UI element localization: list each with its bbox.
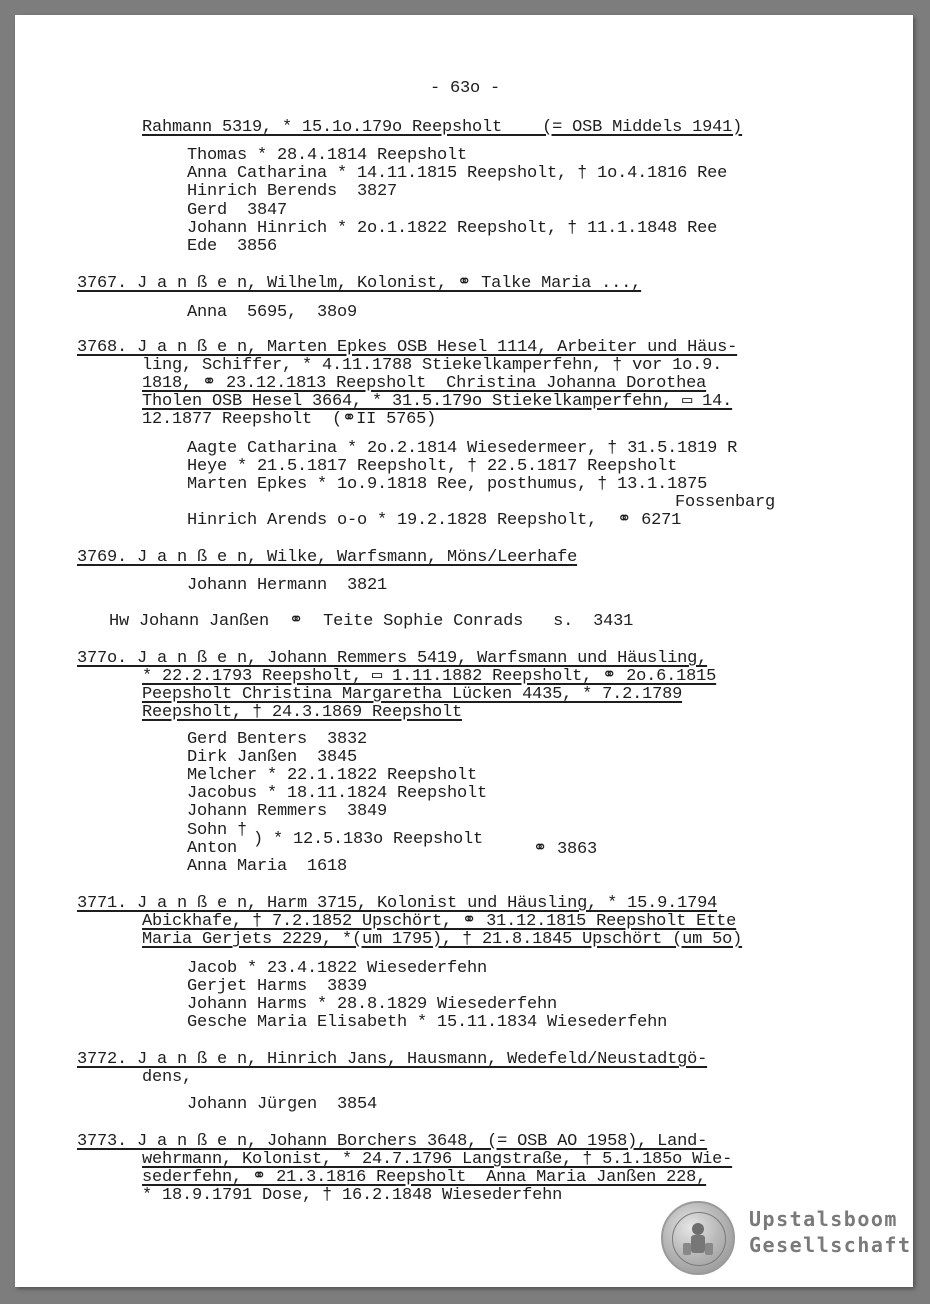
text-line: Gerd 3847 bbox=[187, 201, 288, 220]
text-line: Rahmann 5319, * 15.1o.179o Reepsholt (= OSB Middels 1941) bbox=[142, 118, 743, 137]
text-line: Johann Hinrich * 2o.1.1822 Reepsholt, † 11.1.1848 Ree bbox=[187, 219, 718, 238]
text-line: 1818, ⚭ 23.12.1813 Reepsholt Christina Johanna Dorothea bbox=[142, 374, 707, 393]
text-line: Hw Johann Janßen ⚭ Teite Sophie Conrads s. 3431 bbox=[109, 612, 634, 631]
text-line: Dirk Janßen 3845 bbox=[187, 748, 358, 767]
text-line: Peepsholt Christina Margaretha Lücken 4435, * 7.2.1789 bbox=[142, 685, 683, 704]
text-line: ) * 12.5.183o Reepsholt bbox=[253, 830, 484, 849]
entry-heading: 3773. J a n ß e n, Johann Borchers 3648, (= OSB AO 1958), Land- bbox=[77, 1132, 708, 1151]
logo-line-1: Upstalsboom bbox=[749, 1207, 898, 1231]
text-line: Gerjet Harms 3839 bbox=[187, 977, 368, 996]
text-line: Johann Harms * 28.8.1829 Wiesederfehn bbox=[187, 995, 558, 1014]
text-line: Aagte Catharina * 2o.2.1814 Wiesedermeer, † 31.5.1819 R bbox=[187, 439, 738, 458]
entry-heading: 3772. J a n ß e n, Hinrich Jans, Hausmann, Wedefeld/Neustadtgö- bbox=[77, 1050, 708, 1069]
entry-heading: 3768. J a n ß e n, Marten Epkes OSB Hesel 1114, Arbeiter und Häus- bbox=[77, 338, 738, 357]
upstalsboom-logo bbox=[661, 1201, 912, 1283]
text-line: Tholen OSB Hesel 3664, * 31.5.179o Stiekelkamperfehn, ▭ 14. bbox=[142, 392, 733, 411]
text-line: ⚭ 3863 bbox=[533, 840, 598, 859]
text-line: * 18.9.1791 Dose, † 16.2.1848 Wiesederfehn bbox=[142, 1186, 563, 1205]
text-line: * 22.2.1793 Reepsholt, ▭ 1.11.1882 Reepsholt, ⚭ 2o.6.1815 bbox=[142, 667, 717, 686]
text-line: dens, bbox=[142, 1068, 193, 1087]
text-line: 12.1877 Reepsholt (⚭II 5765) bbox=[142, 410, 437, 429]
text-line: Jacob * 23.4.1822 Wiesederfehn bbox=[187, 959, 488, 978]
entry-heading: 3771. J a n ß e n, Harm 3715, Kolonist und Häusling, * 15.9.1794 bbox=[77, 894, 718, 913]
text-line: Jacobus * 18.11.1824 Reepsholt bbox=[187, 784, 488, 803]
text-line: wehrmann, Kolonist, * 24.7.1796 Langstraße, † 5.1.185o Wie- bbox=[142, 1150, 733, 1169]
text-line: Johann Jürgen 3854 bbox=[187, 1095, 378, 1114]
text-line: Anna 5695, 38o9 bbox=[187, 303, 358, 322]
page-number: - 63o - bbox=[430, 79, 501, 98]
text-line: Anna Maria 1618 bbox=[187, 857, 348, 876]
text-line: Marten Epkes * 1o.9.1818 Ree, posthumus, † 13.1.1875 bbox=[187, 475, 708, 494]
text-line: Fossenbarg bbox=[675, 493, 776, 512]
text-line: Heye * 21.5.1817 Reepsholt, † 22.5.1817 Reepsholt bbox=[187, 457, 678, 476]
text-line: Johann Hermann 3821 bbox=[187, 576, 388, 595]
text-line: Anna Catharina * 14.11.1815 Reepsholt, † 1o.4.1816 Ree bbox=[187, 164, 728, 183]
text-line: Melcher * 22.1.1822 Reepsholt bbox=[187, 766, 478, 785]
entry-heading: 3767. J a n ß e n, Wilhelm, Kolonist, ⚭ Talke Maria ..., bbox=[77, 274, 642, 293]
text-line: Abickhafe, † 7.2.1852 Upschört, ⚭ 31.12.1815 Reepsholt Ette bbox=[142, 912, 737, 931]
text-line: ling, Schiffer, * 4.11.1788 Stiekelkamperfehn, † vor 1o.9. bbox=[142, 356, 723, 375]
text-line: Gesche Maria Elisabeth * 15.11.1834 Wiesederfehn bbox=[187, 1013, 668, 1032]
text-line: Ede 3856 bbox=[187, 237, 278, 256]
text-line: Sohn † bbox=[187, 821, 248, 840]
entry-heading: 3769. J a n ß e n, Wilke, Warfsmann, Möns/Leerhafe bbox=[77, 548, 578, 567]
text-line: Maria Gerjets 2229, *(um 1795), † 21.8.1845 Upschört (um 5o) bbox=[142, 930, 743, 949]
text-line: sederfehn, ⚭ 21.3.1816 Reepsholt Anna Maria Janßen 228, bbox=[142, 1168, 707, 1187]
text-line: Reepsholt, † 24.3.1869 Reepsholt bbox=[142, 703, 463, 722]
text-line: Hinrich Arends o-o * 19.2.1828 Reepsholt, ⚭ 6271 bbox=[187, 511, 682, 530]
logo-line-2: Gesellschaft bbox=[749, 1233, 912, 1257]
text-line: Thomas * 28.4.1814 Reepsholt bbox=[187, 146, 468, 165]
entry-heading: 377o. J a n ß e n, Johann Remmers 5419, Warfsmann und Häusling, bbox=[77, 649, 708, 668]
text-line: Anton bbox=[187, 839, 238, 858]
seal-figures-icon bbox=[663, 1203, 733, 1273]
text-line: Johann Remmers 3849 bbox=[187, 802, 388, 821]
document-page bbox=[15, 15, 913, 1287]
text-line: Hinrich Berends 3827 bbox=[187, 182, 398, 201]
seal-icon bbox=[661, 1201, 735, 1275]
text-line: Gerd Benters 3832 bbox=[187, 730, 368, 749]
